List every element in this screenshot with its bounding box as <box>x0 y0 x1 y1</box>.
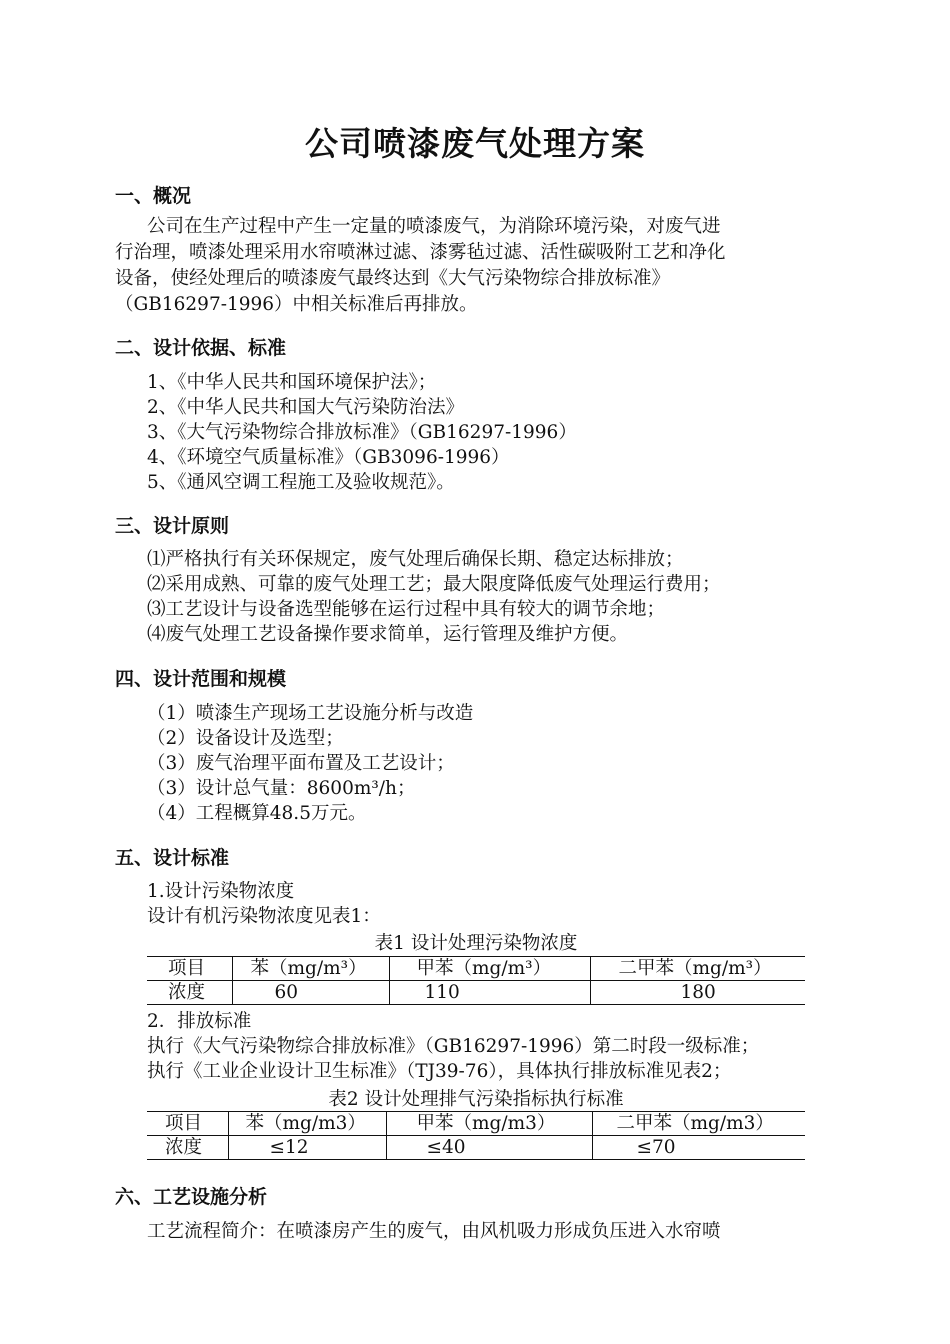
basis-item-5: 5、《通风空调工程施工及验收规范》。 <box>147 472 455 493</box>
table2-caption: 表2 设计处理排气污染指标执行标准 <box>328 1089 624 1110</box>
scope-item-1: （1）喷漆生产现场工艺设施分析与改造 <box>147 703 474 724</box>
standards-sub2-line-1: 执行《大气污染物综合排放标准》（GB16297-1996）第二时段一级标准； <box>147 1036 760 1057</box>
section-heading-process: 六、工艺设施分析 <box>115 1186 268 1208</box>
table-header-cell: 项目 <box>147 1112 228 1136</box>
table-header-cell: 项目 <box>147 957 232 981</box>
table-header-cell: 甲苯（mg/m³） <box>389 957 590 981</box>
overview-line-3: 设备，使经处理后的喷漆废气最终达到《大气污染物综合排放标准》 <box>115 268 671 289</box>
scope-item-5: （4）工程概算48.5万元。 <box>147 803 367 824</box>
section-heading-standards: 五、设计标准 <box>115 847 230 869</box>
table-header-cell: 苯（mg/m3） <box>228 1112 386 1136</box>
table-header-cell: 二甲苯（mg/m3） <box>592 1112 805 1136</box>
principle-item-3: ⑶工艺设计与设备选型能够在运行过程中具有较大的调节余地； <box>147 599 666 620</box>
scope-item-4: （3）设计总气量：8600m³/h； <box>147 778 416 799</box>
principle-item-2: ⑵采用成熟、可靠的废气处理工艺；最大限度降低废气处理运行费用； <box>147 574 721 595</box>
standards-sub2-line-2: 执行《工业企业设计卫生标准》（TJ39-76），具体执行排放标准见表2； <box>147 1061 732 1082</box>
principle-item-1: ⑴严格执行有关环保规定，废气处理后确保长期、稳定达标排放； <box>147 549 684 570</box>
basis-item-3: 3、《大气污染物综合排放标准》（GB16297-1996） <box>147 422 577 443</box>
table-cell: ≤70 <box>592 1136 805 1160</box>
table1 <box>147 956 805 1005</box>
table-cell: 浓度 <box>147 1136 228 1160</box>
table-header-cell: 苯（mg/m³） <box>232 957 389 981</box>
basis-item-2: 2、《中华人民共和国大气污染防治法》 <box>147 397 465 418</box>
basis-item-1: 1、《中华人民共和国环境保护法》； <box>147 372 437 393</box>
document-title: 公司喷漆废气处理方案 <box>305 124 645 163</box>
scope-item-2: （2）设备设计及选型； <box>147 728 344 749</box>
overview-line-2: 行治理，喷漆处理采用水帘喷淋过滤、漆雾毡过滤、活性碳吸附工艺和净化 <box>115 242 726 263</box>
table-cell: ≤40 <box>386 1136 592 1160</box>
table-cell: ≤12 <box>228 1136 386 1160</box>
section-heading-principles: 三、设计原则 <box>115 515 230 537</box>
table-header-cell: 甲苯（mg/m3） <box>386 1112 592 1136</box>
table-row <box>147 1136 805 1160</box>
overview-line-4: （GB16297-1996）中相关标准后再排放。 <box>115 294 478 315</box>
table-row <box>147 981 805 1005</box>
section-heading-basis: 二、设计依据、标准 <box>115 337 287 359</box>
standards-sub1-text: 设计有机污染物浓度见表1： <box>147 906 381 927</box>
table-row <box>147 1112 805 1136</box>
section-heading-overview: 一、概况 <box>115 185 192 207</box>
table-cell: 60 <box>232 981 389 1005</box>
section-heading-scope: 四、设计范围和规模 <box>115 668 287 690</box>
standards-sub1: 1.设计污染物浓度 <box>147 881 295 902</box>
table2 <box>147 1111 805 1160</box>
scope-item-3: （3）废气治理平面布置及工艺设计； <box>147 753 455 774</box>
basis-item-4: 4、《环境空气质量标准》（GB3096-1996） <box>147 447 510 468</box>
table-cell: 110 <box>389 981 590 1005</box>
table-header-cell: 二甲苯（mg/m³） <box>590 957 805 981</box>
process-line-1: 工艺流程简介：在喷漆房产生的废气，由风机吸力形成负压进入水帘喷 <box>147 1221 721 1242</box>
standards-sub2: 2．排放标准 <box>147 1011 252 1032</box>
table1-caption: 表1 设计处理污染物浓度 <box>374 933 578 954</box>
principle-item-4: ⑷废气处理工艺设备操作要求简单，运行管理及维护方便。 <box>147 624 629 645</box>
overview-line-1: 公司在生产过程中产生一定量的喷漆废气，为消除环境污染，对废气进 <box>147 216 721 237</box>
table-row <box>147 957 805 981</box>
table-cell: 180 <box>590 981 805 1005</box>
table-cell: 浓度 <box>147 981 232 1005</box>
